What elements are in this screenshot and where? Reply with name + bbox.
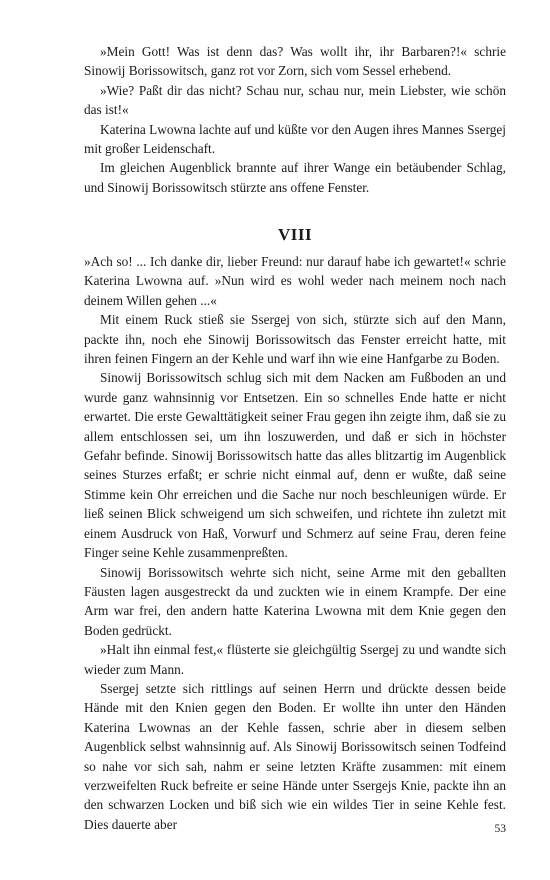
paragraph: Mit einem Ruck stieß sie Ssergej von sich, stürzte sich auf den Mann, packte ihn, noch ehe Sinowij Borissowitsch das Fenster erreicht hatte, mit ihren feinen Fingern an der Kehle und warf ihn wie eine Hanfgarbe zu Boden. (84, 312, 506, 367)
paragraph: »Mein Gott! Was ist denn das? Was wollt ihr, ihr Barbaren?!« schrie Sinowij Borissowitsch, ganz rot vor Zorn, sich vom Sessel erhebend. (84, 44, 506, 79)
paragraph: »Ach so! ... Ich danke dir, lieber Freund: nur darauf habe ich gewartet!« schrie Katerina Lwowna auf. »Nun wird es wohl weder nach meinem noch nach deinem Willen gehen ...« (84, 254, 506, 308)
paragraph: »Halt ihn einmal fest,« flüsterte sie gleichgültig Ssergej zu und wandte sich wieder zum Mann. (84, 642, 506, 677)
paragraph: Ssergej setzte sich rittlings auf seinen Herrn und drückte dessen beide Hände mit den Knien gegen den Boden. Er wollte ihn unter den Händen Katerina Lwownas an der Kehle fassen, schrie aber in diesem selben Augenblick selbst wahnsinnig auf. Als Sinowij Borissowitsch seinen Todfeind so nahe vor sich sah, nahm er seine letzten Kräfte zusammen: mit einem verzweifelten Ruck befreite er seine Hände unter Ssergejs Knie, packte ihn an den schwarzen Locken und biß sich wie ein wildes Tier in seine Kehle fest. Dies dauerte aber (84, 680, 506, 832)
text-block-main (84, 252, 506, 834)
paragraph: Sinowij Borissowitsch schlug sich mit dem Nacken am Fußboden an und wurde ganz wahnsinnig vor Entsetzen. Ein so schnelles Ende hatte er nicht erwartet. Die erste Gewalttätigkeit seiner Frau gegen ihn zeigte ihm, daß sie zu allem entschlossen sei, um ihn loszuwerden, und daß er sich in höchster Gefahr befinde. Sinowij Borissowitsch hatte das alles blitzartig im Augenblick seines Sturzes erfaßt; er schrie nicht einmal auf, denn er wußte, daß seine Stimme kein Ohr erreichen und die Sache nur noch beschleunigen würde. Er ließ seinen Blick schweigend um sich schweifen, und richtete ihn zuletzt mit einem Ausdruck von Haß, Vorwurf und Schmerz auf seine Frau, deren feine Finger seine Kehle zusammenpreßten. (84, 370, 506, 561)
paragraph: Katerina Lwowna lachte auf und küßte vor den Augen ihres Mannes Ssergej mit großer Leidenschaft. (84, 121, 506, 157)
paragraph: Sinowij Borissowitsch wehrte sich nicht, seine Arme mit den geballten Fäusten lagen ausgestreckt da und zuckten wie in einem Krampfe. Der eine Arm war frei, den andern hatte Katerina Lwowna mit dem Knie gegen den Boden gedrückt. (84, 564, 506, 638)
paragraph: Im gleichen Augenblick brannte auf ihrer Wange ein betäubender Schlag, und Sinowij Borissowitsch stürzte ans offene Fenster. (84, 160, 506, 195)
text-block-top (84, 42, 506, 197)
chapter-heading: VIII (277, 225, 313, 244)
page-number: 53 (494, 823, 506, 835)
paragraph: »Wie? Paßt dir das nicht? Schau nur, schau nur, mein Liebster, wie schön das ist!« (84, 82, 506, 118)
